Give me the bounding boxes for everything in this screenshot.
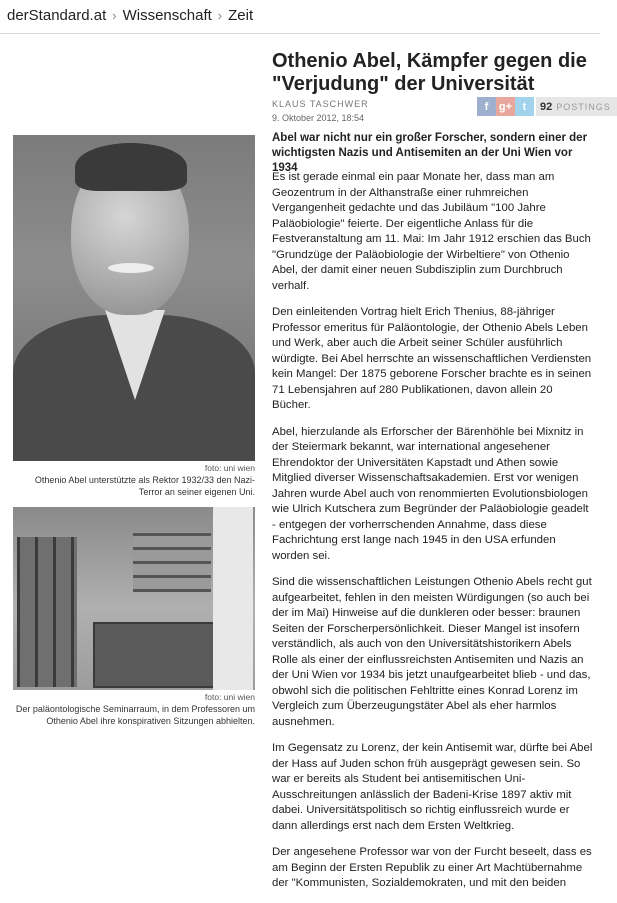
share-bar: [477, 97, 617, 116]
article-paragraph: Abel, hierzulande als Erforscher der Bärenhöhle bei Mixnitz in der Steiermark bekannt, war international angesehener Ehrendoktor der Universitäten Kapstadt und Athen sowie Mitglied diverser Wissenschaftsakademien. Erst vor wenigen Jahren wurde Abel auch von renommierten Evolutionsbiologen wie Ulrich Kutschera zum Begründer der Paläobiologie geadelt - entgegen der vorherrschenden Annahme, dass diese Fachrichtung erst lange nach 1945 in den USA erfunden worden sei.: [272, 425, 589, 562]
article-paragraph: Sind die wissenschaftlichen Leistungen Othenio Abels recht gut aufgearbeitet, fehlen in den meisten Würdigungen (so auch bei der im Mai) Hinweise auf die dunkleren oder besser: braunen Seiten der Forscherpersönlichkeit. Dieser Mangel ist insofern verständlich, als auch von den Universitätshistorikern Abels Rolle als einer der einflussreichsten Antisemiten und Nazis an der Uni Wien vor 1934 bis jetzt unaufgearbeitet blieb - und das, obwohl sich die politischen Fehltritte eines Konrad Lorenz im Vergleich zum Überzeugungstäter Abel als eher harmlos ausnehmen.: [272, 576, 592, 728]
article-date: 9. Oktober 2012, 18:54: [272, 113, 365, 123]
photo-shelf-shape: [133, 532, 211, 592]
postings-count-button[interactable]: [536, 97, 617, 116]
photo-cabinet-shape: [17, 537, 77, 687]
photo-window-shape: [213, 507, 253, 690]
breadcrumb-wissenschaft-link[interactable]: Wissenschaft: [122, 7, 212, 24]
postings-count: 92: [540, 100, 553, 113]
article-paragraph: Den einleitenden Vortrag hielt Erich Thenius, 88-jähriger Professor emeritus für Paläontologie, der Othenio Abels Leben und Werk, aber auch die Arbeit seiner Schüler ausführlich würdigte. Bei Abel herrschte an wissenschaftlichen Verdiensten kein Mangel: Der 1875 geborene Forscher brachte es in seinen 71 Lebensjahren auf 280 Publikationen, davon allein 20 Bücher.: [272, 306, 592, 411]
article-body: [272, 170, 594, 903]
article-paragraph: Es ist gerade einmal ein paar Monate her, dass man am Geozentrum in der Althanstraße einer ruhmreichen Vergangenheit gedachte und das Jubiläum "100 Jahre Paläobiologie" feierte. Der eigentliche Anlass für die Festveranstaltung am 11. Mai: Im Jahr 1912 erschien das Buch "Grundzüge der Paläobiologie der Wirbeltiere" von Othenio Abel, der damit einer neuen Subdisziplin zum Durchbruch verhalf.: [272, 171, 591, 292]
facebook-icon[interactable]: f: [477, 97, 496, 116]
author-link[interactable]: KLAUS TASCHWER: [272, 99, 369, 109]
article-lead: Abel war nicht nur ein großer Forscher, sondern einer der wichtigsten Nazis und Antisemiten an der Uni Wien vor 1934: [272, 132, 588, 174]
article-paragraph: Im Gegensatz zu Lorenz, der kein Antisemit war, dürfte bei Abel der Hass auf Juden schon früh ausgeprägt gewesen sein. So war er bereits als Student bei antisemitischen Uni-Ausschreitungen anlässlich der Badeni-Krise 1897 aktiv mit dabei. Universitätspolitisch so richtig einflussreich wurde er dann allerdings erst nach dem Ersten Weltkrieg.: [272, 742, 593, 832]
postings-label: POSTINGS: [556, 101, 611, 112]
article-title: Othenio Abel, Kämpfer gegen die "Verjudung" der Universität: [272, 50, 587, 95]
twitter-icon[interactable]: t: [515, 97, 534, 116]
breadcrumb: [0, 0, 600, 34]
photo-credit: foto: uni wien: [204, 692, 255, 702]
photo-hair-shape: [75, 143, 187, 191]
photo-caption: Othenio Abel unterstützte als Rektor 1932/33 den Nazi-Terror an seiner eigenen Uni.: [34, 475, 255, 497]
breadcrumb-zeit-link[interactable]: Zeit: [228, 7, 254, 24]
photo-mustache-shape: [108, 263, 154, 273]
photo-credit: foto: uni wien: [204, 463, 255, 473]
breadcrumb-home-link[interactable]: derStandard.at: [7, 7, 107, 24]
chevron-right-icon: ›: [112, 8, 117, 23]
portrait-photo[interactable]: [13, 135, 255, 461]
photo-display-case-shape: [93, 622, 217, 688]
chevron-right-icon: ›: [217, 8, 223, 23]
googleplus-icon[interactable]: g+: [496, 97, 515, 116]
article-paragraph: Der angesehene Professor war von der Furcht beseelt, dass es am Beginn der Ersten Republik zu einer Art Machtübernahme der "Kommunisten, Sozialdemokraten, und mit den beiden: [272, 846, 592, 889]
seminar-room-photo[interactable]: [13, 507, 255, 690]
photo-caption: Der paläontologische Seminarraum, in dem Professoren um Othenio Abel ihre konspirativen Sitzungen abhielten.: [15, 704, 255, 726]
